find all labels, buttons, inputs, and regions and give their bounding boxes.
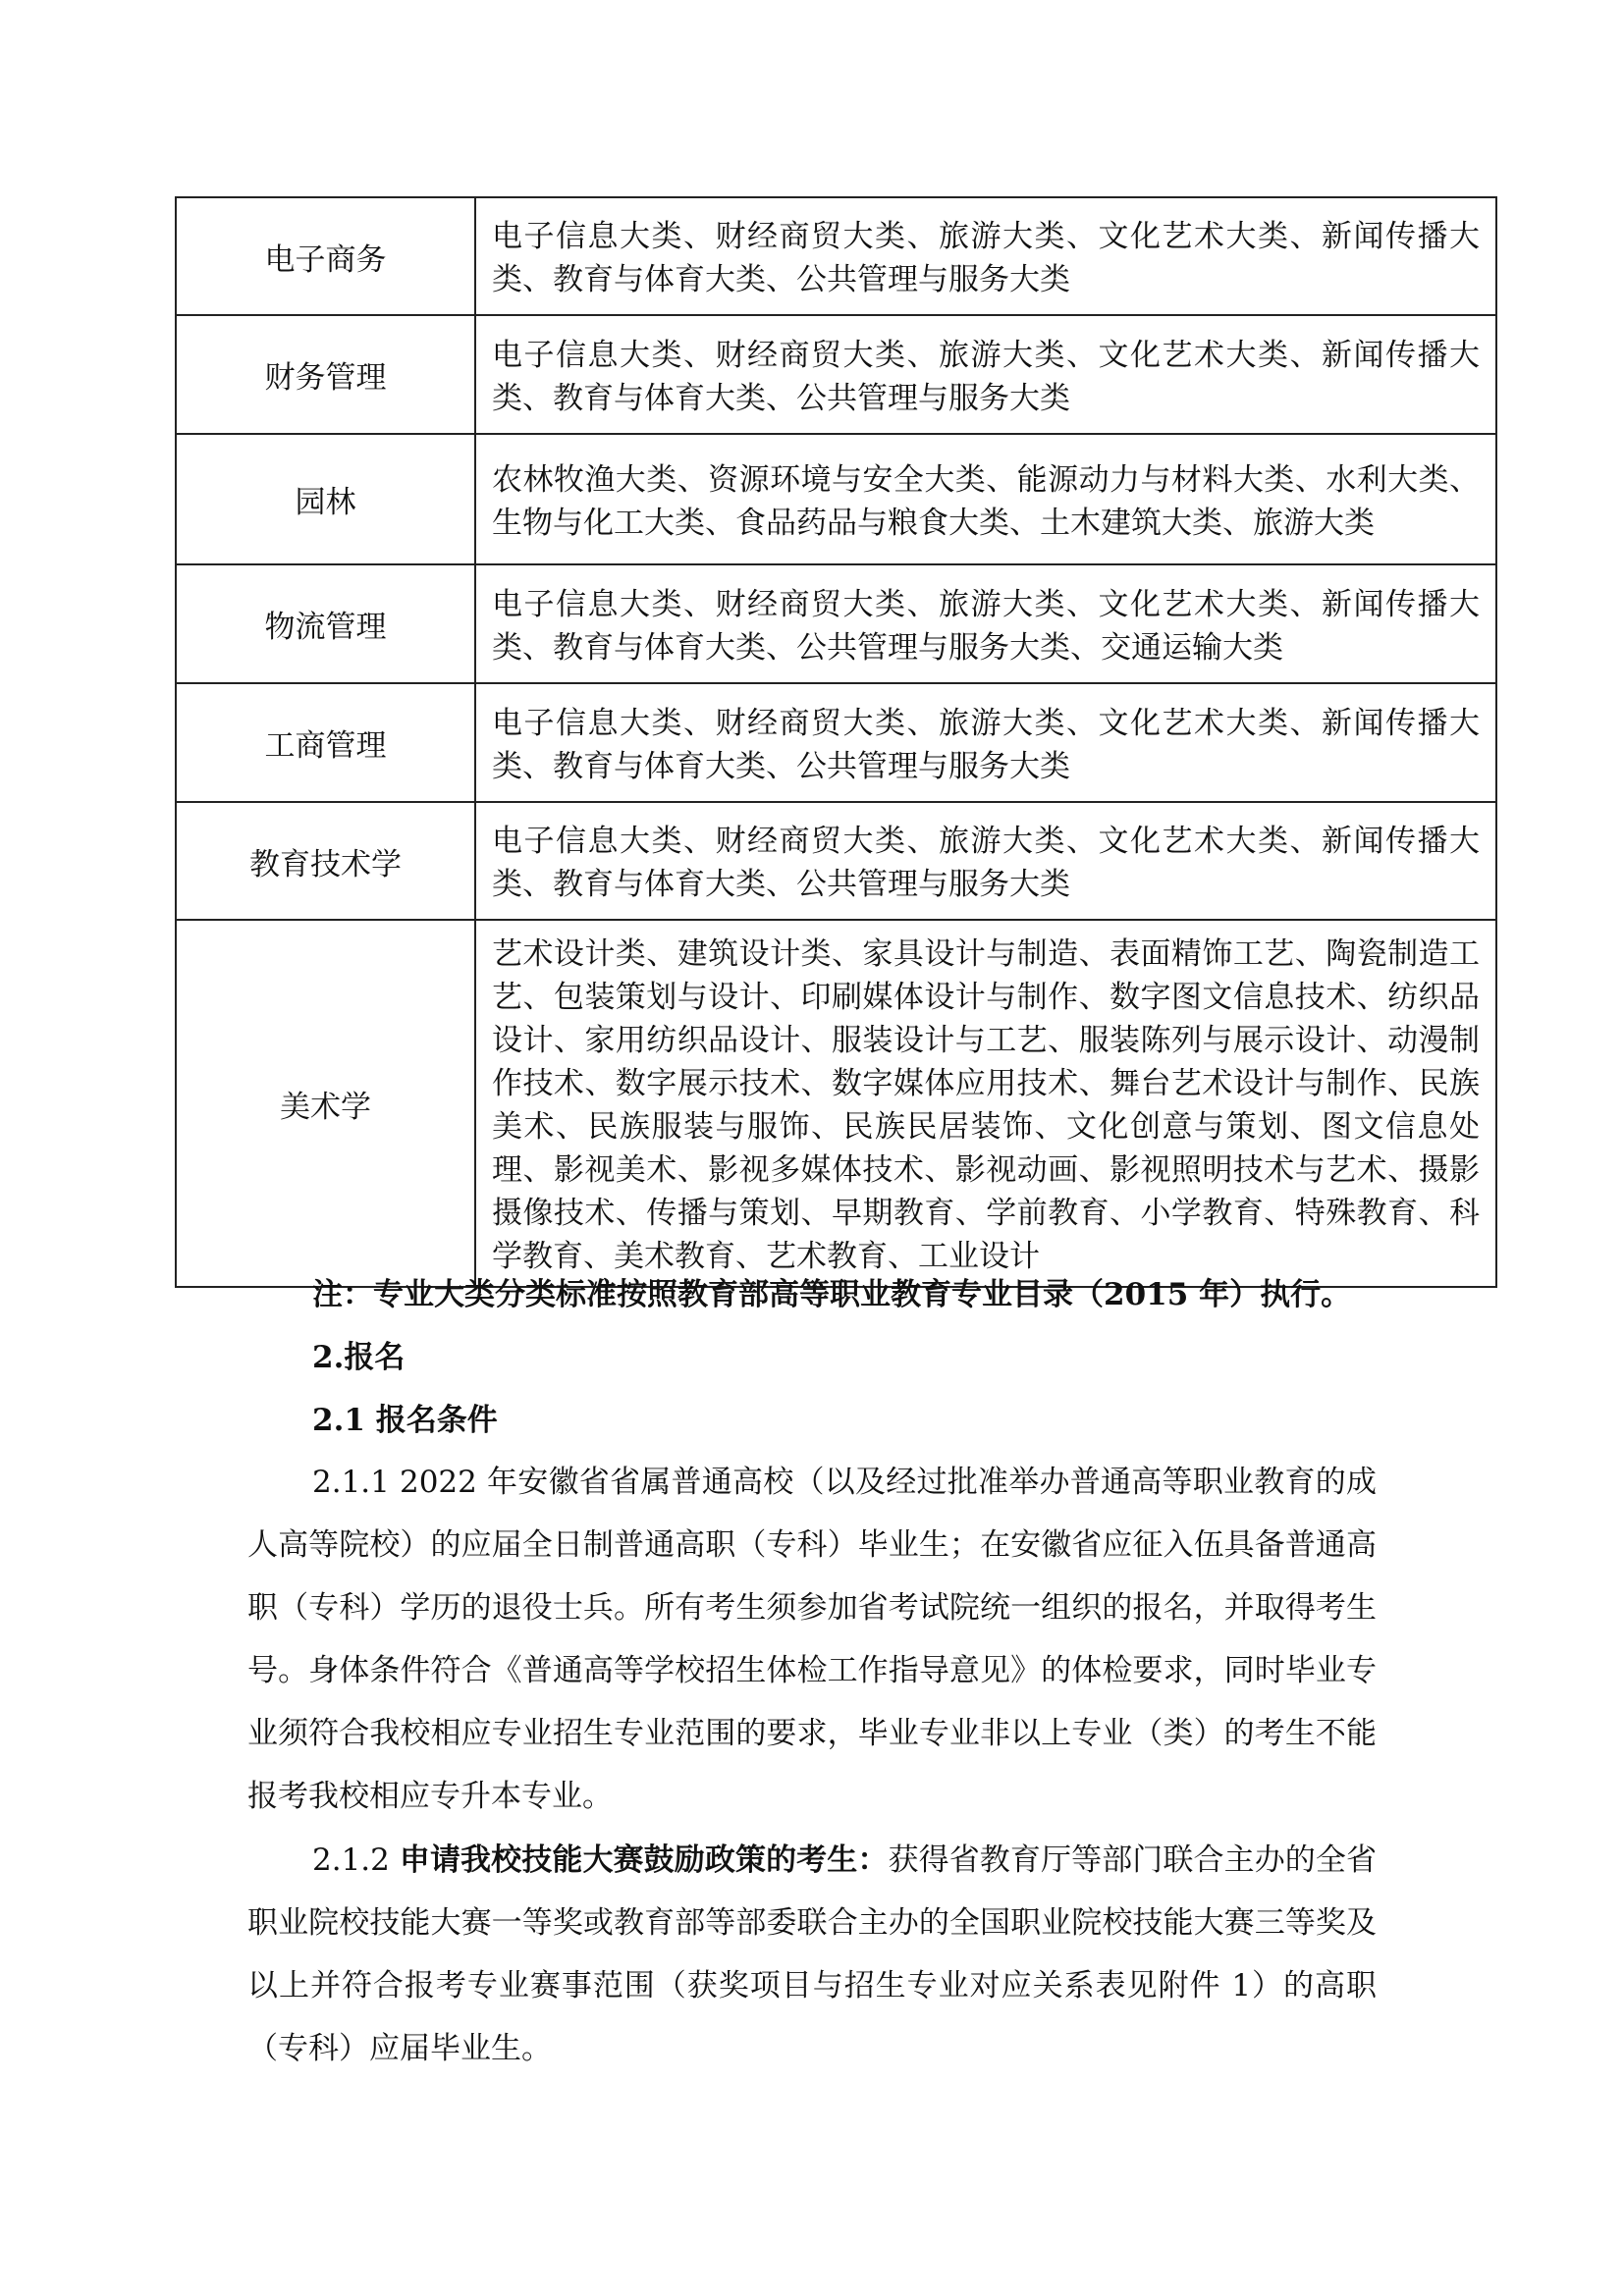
- major-range-cell: 农林牧渔大类、资源环境与安全大类、能源动力与材料大类、水利大类、生物与化工大类、食品药品与粮食大类、土木建筑大类、旅游大类: [475, 434, 1496, 564]
- paragraph-2-1-1: 2.1.1 2022 年安徽省省属普通高校（以及经过批准举办普通高等职业教育的成人高等院校）的应届全日制普通高职（专科）毕业生；在安徽省应征入伍具备普通高职（专科）学历的退役士兵。所有考生须参加省考试院统一组织的报名，并取得考生号。身体条件符合《普通高等学校招生体检工作指导意见》的体检要求，同时毕业专业须符合我校相应专业招生专业范围的要求，毕业专业非以上专业（类）的考生不能报考我校相应专升本专业。: [247, 1465, 1377, 1814]
- major-range-table: [175, 196, 1497, 1288]
- major-name-cell: 园林: [176, 434, 475, 564]
- major-name-cell: 财务管理: [176, 315, 475, 434]
- major-name-cell: 教育技术学: [176, 802, 475, 920]
- paragraph-2-1-2: [247, 1829, 1377, 2080]
- paragraph-number: 2.1.2: [312, 1842, 400, 1878]
- table-row: [176, 197, 1496, 315]
- table-row: [176, 920, 1496, 1287]
- paragraph-bold-lead: 申请我校技能大赛鼓励政策的考生：: [399, 1842, 889, 1878]
- table-row: [176, 315, 1496, 434]
- table-row: [176, 802, 1496, 920]
- major-range-cell: 电子信息大类、财经商贸大类、旅游大类、文化艺术大类、新闻传播大类、教育与体育大类、公共管理与服务大类: [475, 315, 1496, 434]
- major-name-cell: 工商管理: [176, 683, 475, 802]
- major-range-cell: 艺术设计类、建筑设计类、家具设计与制造、表面精饰工艺、陶瓷制造工艺、包装策划与设计、印刷媒体设计与制作、数字图文信息技术、纺织品设计、家用纺织品设计、服装设计与工艺、服装陈列与展示设计、动漫制作技术、数字展示技术、数字媒体应用技术、舞台艺术设计与制作、民族美术、民族服装与服饰、民族民居装饰、文化创意与策划、图文信息处理、影视美术、影视多媒体技术、影视动画、影视照明技术与艺术、摄影摄像技术、传播与策划、早期教育、学前教育、小学教育、特殊教育、科学教育、美术教育、艺术教育、工业设计: [475, 920, 1496, 1287]
- table-row: [176, 683, 1496, 802]
- major-range-cell: 电子信息大类、财经商贸大类、旅游大类、文化艺术大类、新闻传播大类、教育与体育大类、公共管理与服务大类: [475, 683, 1496, 802]
- section-heading-2: 2.报名: [312, 1340, 406, 1375]
- major-name-cell: 美术学: [176, 920, 475, 1287]
- major-range-cell: 电子信息大类、财经商贸大类、旅游大类、文化艺术大类、新闻传播大类、教育与体育大类、公共管理与服务大类: [475, 802, 1496, 920]
- paragraph-body: 获得省教育厅等部门联合主办的全省职业院校技能大赛一等奖或教育部等部委联合主办的全国职业院校技能大赛三等奖及以上并符合报考专业赛事范围（获奖项目与招生专业对应关系表见附件 1）的高职（专科）应届毕业生。: [247, 1842, 1378, 2066]
- table-note: 注：专业大类分类标准按照教育部高等职业教育专业目录（2015 年）执行。: [312, 1277, 1352, 1312]
- table-row: [176, 434, 1496, 564]
- section-heading-2-1: 2.1 报名条件: [312, 1403, 498, 1438]
- major-range-cell: 电子信息大类、财经商贸大类、旅游大类、文化艺术大类、新闻传播大类、教育与体育大类、公共管理与服务大类、交通运输大类: [475, 564, 1496, 683]
- major-name-cell: 电子商务: [176, 197, 475, 315]
- table-row: [176, 564, 1496, 683]
- major-name-cell: 物流管理: [176, 564, 475, 683]
- major-range-cell: 电子信息大类、财经商贸大类、旅游大类、文化艺术大类、新闻传播大类、教育与体育大类、公共管理与服务大类: [475, 197, 1496, 315]
